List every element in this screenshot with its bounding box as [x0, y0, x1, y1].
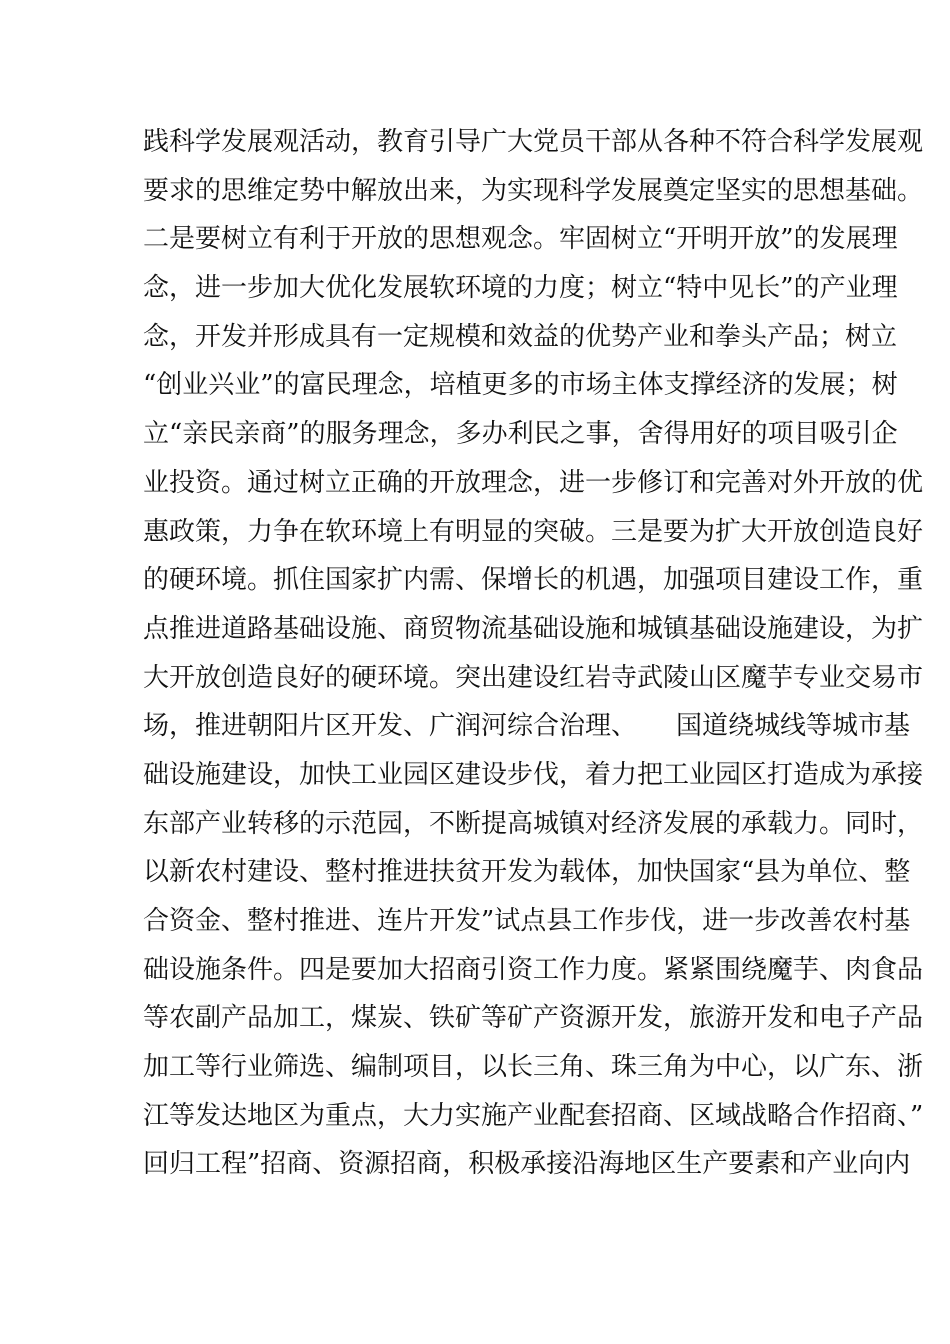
- text-line: 要求的思维定势中解放出来，为实现科学发展奠定坚实的思想基础。: [143, 175, 924, 206]
- text-line: 念，开发并形成具有一定规模和效益的优势产业和拳头产品；树立: [143, 321, 898, 352]
- text-line: “创业兴业”的富民理念，培植更多的市场主体支撑经济的发展；树: [143, 370, 898, 401]
- text-line: 场，推进朝阳片区开发、广润河综合治理、 国道绕城线等城市基: [143, 711, 911, 742]
- text-line: 二是要树立有利于开放的思想观念。牢固树立“开明开放”的发展理: [143, 224, 898, 255]
- text-line: 的硬环境。抓住国家扩内需、保增长的机遇，加强项目建设工作，重: [143, 565, 924, 596]
- text-line: 大开放创造良好的硬环境。突出建设红岩寺武陵山区魔芋专业交易市: [143, 662, 924, 693]
- text-line: 惠政策，力争在软环境上有明显的突破。三是要为扩大开放创造良好: [143, 516, 924, 547]
- text-line: 立“亲民亲商”的服务理念，多办利民之事，舍得用好的项目吸引企: [143, 419, 898, 450]
- text-line: 以新农村建设、整村推进扶贫开发为载体，加快国家“县为单位、整: [143, 857, 911, 888]
- text-line: 江等发达地区为重点，大力实施产业配套招商、区域战略合作招商、”: [143, 1100, 924, 1131]
- text-line: 东部产业转移的示范园，不断提高城镇对经济发展的承载力。同时，: [143, 808, 924, 839]
- text-line: 践科学发展观活动，教育引导广大党员干部从各种不符合科学发展观: [143, 127, 924, 157]
- text-line: 础设施建设，加快工业园区建设步伐，着力把工业园区打造成为承接: [143, 759, 924, 790]
- text-line: 等农副产品加工，煤炭、铁矿等矿产资源开发，旅游开发和电子产品: [143, 1003, 924, 1034]
- body-text: [143, 118, 924, 1189]
- text-line: 业投资。通过树立正确的开放理念，进一步修订和完善对外开放的优: [143, 467, 924, 498]
- text-line: 合资金、整村推进、连片开发”试点县工作步伐，进一步改善农村基: [143, 906, 911, 936]
- text-line: 础设施条件。四是要加大招商引资工作力度。紧紧围绕魔芋、肉食品: [143, 954, 924, 985]
- text-line: 念，进一步加大优化发展软环境的力度；树立“特中见长”的产业理: [143, 273, 898, 304]
- text-line: 点推进道路基础设施、商贸物流基础设施和城镇基础设施建设，为扩: [143, 613, 924, 644]
- text-line: 加工等行业筛选、编制项目，以长三角、珠三角为中心，以广东、浙: [143, 1052, 924, 1083]
- text-line: 回归工程”招商、资源招商，积极承接沿海地区生产要素和产业向内: [143, 1149, 911, 1180]
